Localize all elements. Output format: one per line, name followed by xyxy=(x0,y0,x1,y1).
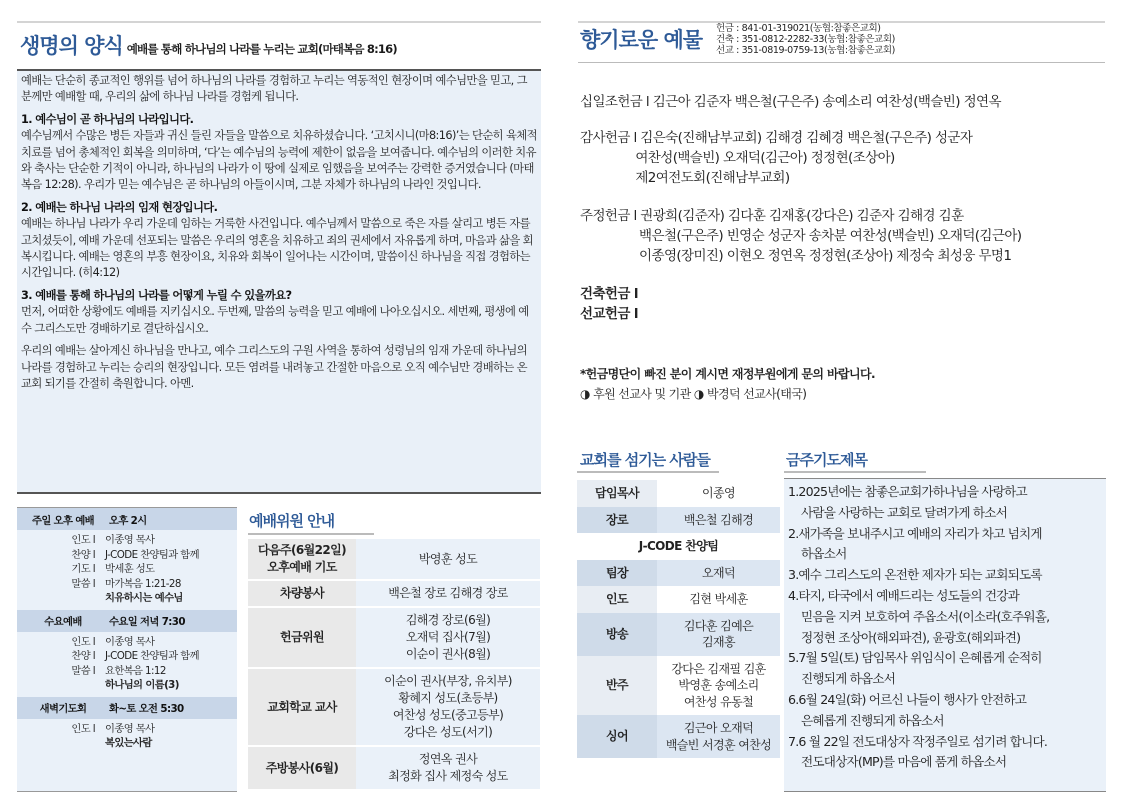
sermon-section-2 xyxy=(21,200,537,282)
staff-role: 반주 xyxy=(577,656,657,716)
staff-row xyxy=(577,507,780,534)
staff-table xyxy=(577,480,780,758)
prayer-number: 4. xyxy=(788,587,799,603)
prayer-item xyxy=(788,482,1102,524)
prayer-item xyxy=(788,586,1102,648)
committee-row xyxy=(248,746,540,790)
service-time: 오후 2시 xyxy=(109,514,147,527)
offering-heading xyxy=(580,24,702,54)
prayer-text-cont: 전도대상자(MP)를 마음에 품게 하옵소서 xyxy=(801,754,1007,770)
staff-role: 팀장 xyxy=(577,560,657,587)
role-value: 박세훈 성도 xyxy=(105,563,155,575)
staff-row xyxy=(577,715,780,758)
prayer-number: 1. xyxy=(788,484,799,499)
prayer-list xyxy=(784,478,1106,792)
staff-row xyxy=(577,613,780,656)
schedule-header xyxy=(17,697,237,719)
role-value: J-CODE 찬양팀과 함께 xyxy=(105,650,199,662)
staff-role: 방송 xyxy=(577,613,657,656)
committee-members: 백은철 장로 김해경 장로 xyxy=(356,580,540,607)
service-time: 화~토 오전 5:30 xyxy=(109,703,184,715)
committee-row xyxy=(248,607,540,668)
section-title: 1. 예수님이 곧 하나님의 나라입니다. xyxy=(21,112,194,126)
schedule-row xyxy=(17,562,237,577)
committee-row xyxy=(248,580,540,607)
offering-line: 감사헌금 l 김은숙(진해남부교회) 김해경 김혜경 백은철(구은주) 성군자 xyxy=(580,130,973,146)
offering-line: 이종영(장미진) 이현오 정연옥 정정현(조상아) 제정숙 최성웅 무명1 xyxy=(580,248,1012,264)
prayer-number: 2. xyxy=(788,525,799,541)
role-label: 인도 l xyxy=(71,635,95,648)
prayer-text-cont: 정정현 조상아(해외파견), 윤광호(해외파견) xyxy=(801,629,1021,645)
schedule-row xyxy=(17,591,237,606)
role-label: 기도 l xyxy=(71,563,95,575)
sermon-heading xyxy=(20,30,397,60)
sermon-title: 생명의 양식 xyxy=(20,34,123,58)
prayer-item xyxy=(788,732,1102,774)
committee-row xyxy=(248,668,540,746)
service-name: 수요예배 xyxy=(44,616,82,628)
role-label xyxy=(17,591,97,606)
sermon-section-3 xyxy=(21,288,537,337)
missionary-support: ◑ 후원 선교사 및 기관 ◑ 박경덕 선교사(태국) xyxy=(580,387,807,401)
schedule-row xyxy=(17,649,237,664)
offering-thanks xyxy=(580,128,972,188)
offering-building-mission xyxy=(580,284,638,324)
committee-role: 주방봉사(6월) xyxy=(248,746,356,790)
schedule-row xyxy=(17,548,237,563)
sermon-closing: 우리의 예배는 살아계신 하나님을 만나고, 예수 그리스도의 구원 사역을 통하여 성령님의 임재 가운데 하나님의 나라를 경험하고 누리는 승리의 현장입니다. 모든 염려를 내려놓고 간절한 마음으로 오직 예수님만 경배하는 온 교회 되기를 간절히 축원합니다. 아멘. xyxy=(21,344,527,390)
committee-members: 김해경 장로(6월) 오재덕 집사(7월) 이순이 권사(8월) xyxy=(356,607,540,668)
prayer-text: 6 월 22일 전도대상자 작정주일로 섬기려 합니다. xyxy=(798,733,1048,749)
role-value: 요한복음 1:12 xyxy=(105,664,166,677)
offering-tithe xyxy=(580,92,1001,112)
sermon-intro: 예배는 단순히 종교적인 행위를 넘어 하나님의 나라를 경험하고 누리는 역동적인 현장이며 예수님만을 믿고, 그 분께만 예배할 때, 우리의 삶에 하나님 나라를 경험케 됩니다. xyxy=(21,74,527,104)
account-line: 건축 : 351-0812-2282-33(농협:참좋은교회) xyxy=(716,34,895,45)
role-value: 치유하시는 예수님 xyxy=(105,592,183,604)
prayer-text-cont: 하옵소서 xyxy=(801,546,847,562)
schedule-row xyxy=(17,533,237,548)
schedule-row xyxy=(17,736,237,751)
committee-members: 박영훈 성도 xyxy=(356,539,540,580)
staff-row xyxy=(577,480,780,507)
sermon-section-1 xyxy=(21,112,537,194)
sermon-body xyxy=(17,69,541,494)
role-value: 마가복음 1:21-28 xyxy=(105,577,181,590)
section-body: 예수님께서 수많은 병든 자들과 귀신 들린 자들을 말씀으로 치유하셨습니다. ‘고치시니(마8:16)’는 단순히 육체적 치료를 넘어 총체적인 회복을 의미하며, ‘다’는 예수님의 능력에 제한이 없음을 보여줍니다. 예수님의 이러한 치유와 축사는 단순한 기적이 아니라, 하나님의 나라가 이 땅에 실제로 임했음을 보여주는 강력한 증거였습니다 (마태복음 12:28). 우리가 믿는 예수님은 곧 하나님의 아들이시며, 그분 자체가 하나님의 나라인 것입니다. xyxy=(21,129,537,192)
schedule-body xyxy=(17,530,237,610)
prayer-number: 6. xyxy=(788,691,799,707)
account-list xyxy=(716,23,895,56)
prayer-text-cont: 사람을 사랑하는 교회로 달려가게 하소서 xyxy=(801,504,1008,520)
service-name: 주일 오후 예배 xyxy=(31,514,95,527)
schedule-body xyxy=(17,632,237,697)
role-value: J-CODE 찬양팀과 함께 xyxy=(105,548,199,561)
staff-members: 오재덕 xyxy=(657,560,780,587)
committee-role: 다음주(6월22일) 오후예배 기도 xyxy=(248,539,356,580)
worship-schedule xyxy=(17,507,237,792)
schedule-row xyxy=(17,577,237,592)
schedule-row xyxy=(17,664,237,679)
sermon-subtitle: 예배를 통해 하나님의 나라를 누리는 교회(마태복음 8:16) xyxy=(126,42,397,56)
offering-line: 주정헌금 l 권광희(김준자) 김다훈 김재홍(강다은) 김준자 김해경 김훈 xyxy=(580,208,964,224)
offering-line: 백은철(구은주) 빈영순 성군자 송차분 여찬성(백슬빈) 오재덕(김근아) xyxy=(580,228,1022,244)
offering-title: 향기로운 예물 xyxy=(580,28,703,52)
staff-members: 백은철 김해경 xyxy=(657,507,780,534)
committee-role: 차량봉사 xyxy=(248,580,356,607)
role-value: 하나님의 이름(3) xyxy=(105,679,179,691)
staff-row xyxy=(577,560,780,587)
prayer-text: 6월 24일(화) 어르신 나들이 행사가 안전하고 xyxy=(798,691,1027,707)
schedule-row xyxy=(17,635,237,650)
committee-table xyxy=(248,539,540,791)
offering-rule xyxy=(578,62,1105,63)
prayer-text: 새가족을 보내주시고 예배의 자리가 차고 넘치게 xyxy=(798,525,1042,541)
offering-line: 여찬성(백슬빈) 오재덕(김근아) 정정현(조상아) xyxy=(580,150,895,166)
schedule-header xyxy=(17,508,237,530)
prayer-item xyxy=(788,565,1102,586)
schedule-body xyxy=(17,719,237,755)
staff-title: 교회를 섬기는 사람들 xyxy=(580,451,710,469)
prayer-text: 타지, 타국에서 예배드리는 성도들의 건강과 xyxy=(798,587,1020,603)
prayer-text-cont: 은혜롭게 진행되게 하옵소서 xyxy=(801,712,944,728)
staff-title-underline xyxy=(577,471,719,473)
offering-note: *헌금명단이 빠진 분이 계시면 재정부원에게 문의 바랍니다. xyxy=(580,367,875,381)
role-label: 찬양 l xyxy=(71,650,95,662)
staff-row xyxy=(577,586,780,613)
section-title: 3. 예배를 통해 하나님의 나라를 어떻게 누릴 수 있을까요? xyxy=(21,288,292,302)
role-label xyxy=(17,678,97,693)
section-title: 2. 예배는 하나님 나라의 임재 현장입니다. xyxy=(21,200,218,214)
committee-members: 정연옥 권사 최정화 집사 제정숙 성도 xyxy=(356,746,540,790)
offering-line: 선교헌금 l xyxy=(580,306,638,322)
schedule-row xyxy=(17,678,237,693)
prayer-title: 금주기도제목 xyxy=(786,451,867,469)
role-label: 말씀 l xyxy=(71,577,95,590)
role-value: 복있는사람 xyxy=(105,737,152,749)
prayer-number: 5. xyxy=(788,650,799,666)
role-label: 말씀 l xyxy=(71,664,95,677)
role-value: 이종영 목사 xyxy=(105,534,155,546)
staff-role: 싱어 xyxy=(577,715,657,758)
top-rule-left xyxy=(17,21,541,23)
account-line: 선교 : 351-0819-0759-13(농협:참좋은교회) xyxy=(716,45,895,56)
prayer-text: 7월 5일(토) 담임목사 위임식이 은혜롭게 순적히 xyxy=(798,650,1042,666)
prayer-item xyxy=(788,690,1102,732)
section-body: 예배는 하나님 나라가 우리 가운데 임하는 거룩한 사건입니다. 예수님께서 말씀으로 죽은 자를 살리고 병든 자를 고치셨듯이, 예배 가운데 선포되는 말씀은 우리의 영혼을 치유하고 죄의 권세에서 자유롭게 하며, 마음과 삶을 회복시킵니다. 예배는 영혼의 부흥 현장이요, 치유와 회복이 일어나는 시간이며, 말씀이신 하나님을 직접 경험하는 시간입니다. (히4:12) xyxy=(21,217,533,280)
prayer-text-cont: 믿음을 지켜 보호하여 주옵소서(이소라(호주워홀, xyxy=(801,608,1050,624)
account-line: 헌금 : 841-01-319021(농협:참좋은교회) xyxy=(716,23,881,34)
staff-members: 김다훈 김예은 김재홍 xyxy=(657,613,780,656)
committee-role: 교회학교 교사 xyxy=(248,668,356,746)
service-name: 새벽기도회 xyxy=(39,703,87,715)
role-label: 찬양 l xyxy=(71,548,95,561)
committee-row xyxy=(248,539,540,580)
committee-role: 헌금위원 xyxy=(248,607,356,668)
offering-line: 건축헌금 l xyxy=(580,286,638,302)
prayer-text-cont: 진행되게 하옵소서 xyxy=(801,671,896,687)
staff-members: 강다은 김재필 김훈 박영훈 송예소리 여찬성 유동철 xyxy=(657,656,780,716)
role-label: 인도 l xyxy=(71,722,95,735)
prayer-text: 2025년에는 참좋은교회가하나님을 사랑하고 xyxy=(798,484,1027,499)
staff-row xyxy=(577,656,780,716)
staff-role: 인도 xyxy=(577,586,657,613)
role-value: 이종영 목사 xyxy=(105,635,155,648)
role-label: 인도 l xyxy=(71,534,95,546)
schedule-header xyxy=(17,610,237,632)
staff-group: J-CODE 찬양팀 xyxy=(577,533,780,560)
prayer-text: 예수 그리스도의 온전한 제자가 되는 교회되도록 xyxy=(798,567,1042,583)
prayer-item xyxy=(788,524,1102,566)
committee-title-underline xyxy=(248,533,374,535)
prayer-item xyxy=(788,648,1102,690)
committee-title: 예배위원 안내 xyxy=(249,512,335,530)
role-label xyxy=(17,736,97,751)
offering-weekly xyxy=(580,206,1021,266)
service-time: 수요일 저녁 7:30 xyxy=(109,616,185,628)
staff-members: 김현 박세훈 xyxy=(657,586,780,613)
staff-members: 김근아 오재덕 백슬빈 서경훈 여찬성 xyxy=(657,715,780,758)
staff-members: 이종영 xyxy=(657,480,780,507)
prayer-number: 7. xyxy=(788,733,799,749)
offering-line: 제2여전도회(진해남부교회) xyxy=(580,170,790,186)
prayer-number: 3. xyxy=(788,567,799,583)
schedule-row xyxy=(17,722,237,737)
prayer-title-underline xyxy=(784,471,926,473)
committee-members: 이순이 권사(부장, 유치부) 황혜지 성도(초등부) 여찬성 성도(중고등부) 강다은 성도(서기) xyxy=(356,668,540,746)
offering-line: 십일조헌금 l 김근아 김준자 백은철(구은주) 송예소리 여찬성(백슬빈) 정연옥 xyxy=(580,94,1001,110)
staff-row xyxy=(577,533,780,560)
section-body: 먼저, 어떠한 상황에도 예배를 지키십시오. 두번째, 말씀의 능력을 믿고 예배에 나아오십시오. 세번째, 평생에 예수 그리스도만 경배하기로 결단하십시오. xyxy=(21,305,529,335)
staff-role: 담임목사 xyxy=(577,480,657,507)
staff-role: 장로 xyxy=(577,507,657,534)
role-value: 이종영 목사 xyxy=(105,722,155,735)
